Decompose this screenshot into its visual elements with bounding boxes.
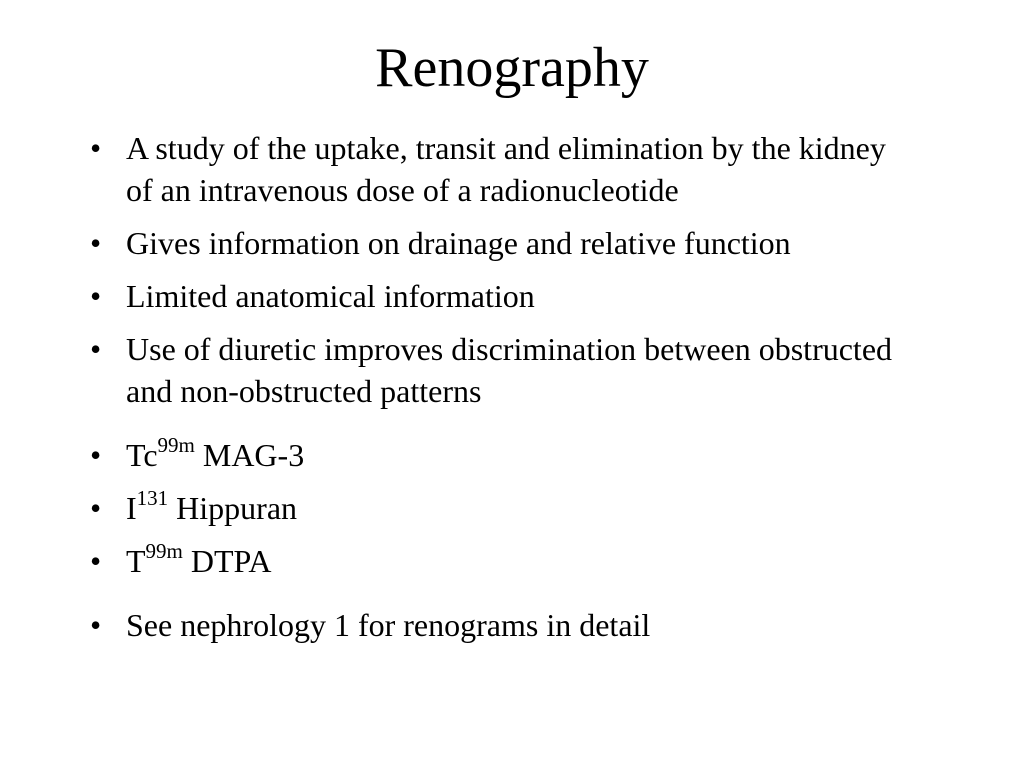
isotope-base: T	[126, 543, 146, 579]
bullet-icon: •	[90, 225, 102, 261]
isotope-agent: DTPA	[182, 543, 272, 579]
bullet-item-nephrology	[90, 604, 920, 646]
bullet-text: Use of diuretic improves discrimination between obstructed and non-obstructed patterns	[126, 331, 893, 409]
bullet-icon: •	[90, 437, 102, 473]
bullet-item-i131-hippuran	[90, 487, 920, 529]
bullet-icon: •	[90, 331, 102, 367]
bullet-item-diuretic	[90, 328, 920, 412]
bullet-icon: •	[90, 278, 102, 314]
isotope-superscript: 99m	[157, 433, 195, 458]
bullet-icon: •	[90, 607, 102, 643]
bullet-icon: •	[90, 543, 102, 579]
bullet-list	[90, 127, 920, 657]
isotope-agent: Hippuran	[168, 490, 298, 526]
bullet-text: Gives information on drainage and relative function	[126, 225, 791, 261]
isotope-agent: MAG-3	[194, 437, 305, 473]
isotope-base: Tc	[126, 437, 158, 473]
bullet-text: See nephrology 1 for renograms in detail	[126, 607, 651, 643]
bullet-icon: •	[90, 490, 102, 526]
bullet-text: A study of the uptake, transit and elimination by the kidney of an intravenous dose of a radionucleotide	[126, 130, 886, 208]
bullet-text: Limited anatomical information	[126, 278, 535, 314]
slide-title: Renography	[375, 37, 649, 99]
isotope-superscript: 131	[136, 486, 169, 511]
bullet-item-tc-mag3	[90, 434, 920, 476]
bullet-icon: •	[90, 130, 102, 166]
bullet-item-anatomical	[90, 275, 920, 317]
bullet-item-study	[90, 127, 920, 211]
isotope-superscript: 99m	[145, 539, 183, 564]
bullet-item-information	[90, 222, 920, 264]
bullet-item-t-dtpa	[90, 540, 920, 582]
isotope-base: I	[126, 490, 137, 526]
